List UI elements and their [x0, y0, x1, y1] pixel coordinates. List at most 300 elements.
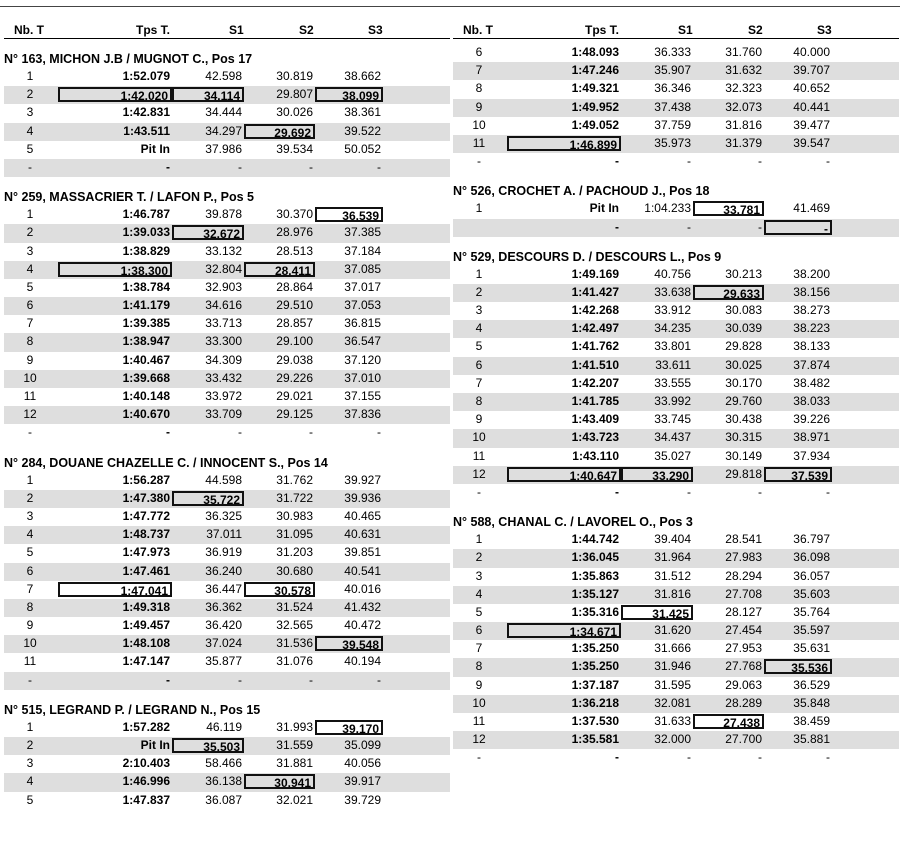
sector-1: 31.595: [654, 677, 691, 692]
lap-time: 1:47.380: [122, 490, 170, 505]
lap-time: 1:48.093: [571, 45, 619, 59]
lap-number: 11: [472, 714, 486, 728]
sector-2: 30.149: [725, 448, 762, 463]
sector-3: 39.547: [793, 135, 830, 150]
sector-3: 38.361: [344, 105, 381, 120]
sector-3: 38.033: [793, 394, 830, 408]
sector-1: 37.024: [205, 636, 242, 651]
sector-1: 33.300: [205, 334, 242, 349]
lap-time: 1:44.742: [571, 532, 619, 547]
sector-1: 33.745: [654, 412, 691, 427]
sector-3: 37.017: [344, 279, 381, 294]
table-row: [4, 141, 450, 159]
sector-2: 29.807: [276, 87, 313, 102]
sector-2: 31.762: [276, 472, 313, 487]
lap-time: -: [166, 672, 170, 687]
table-row: [4, 755, 450, 773]
sector-3: 35.099: [344, 738, 381, 752]
sector-2: 28.513: [276, 243, 313, 258]
lap-number: 10: [23, 370, 37, 385]
sector-3: 36.797: [793, 532, 830, 547]
table-row: [4, 424, 450, 442]
sector-2: 29.760: [725, 394, 762, 408]
table-row: [4, 737, 450, 755]
sector-2: 29.125: [276, 407, 313, 422]
sector-1: 36.362: [205, 599, 242, 614]
sector-1: 33.972: [205, 389, 242, 403]
sector-3: 38.099: [315, 87, 383, 102]
sector-3: 35.848: [793, 695, 830, 710]
table-row: [4, 508, 450, 526]
header-lap: Nb. T: [463, 23, 493, 37]
sector-1: 35.027: [654, 448, 691, 463]
sector-2: 31.632: [725, 63, 762, 78]
sector-1: 31.816: [654, 586, 691, 601]
sector-2: 29.818: [725, 466, 762, 481]
lap-time: 1:38.300: [58, 262, 172, 277]
table-row: [453, 62, 899, 80]
lap-number: 7: [475, 63, 483, 78]
sector-3: 40.472: [344, 618, 381, 633]
table-row: [453, 338, 899, 356]
lap-number: 4: [26, 527, 34, 542]
lap-time: 1:41.427: [571, 284, 619, 299]
lap-number: 8: [475, 659, 483, 674]
lap-time: -: [166, 159, 170, 174]
lap-time: 1:34.671: [507, 623, 621, 638]
sector-2: 30.438: [725, 412, 762, 427]
lap-number: 5: [26, 545, 34, 560]
table-row: [453, 484, 899, 502]
sector-2: 30.025: [725, 357, 762, 372]
sector-1: 34.235: [654, 321, 691, 336]
sector-1: 34.114: [172, 87, 244, 102]
section: [4, 189, 450, 442]
lap-number: 11: [472, 448, 486, 463]
sector-1: 36.447: [205, 581, 242, 596]
lap-number: -: [28, 425, 32, 440]
table-row: [4, 635, 450, 653]
sector-1: -: [687, 750, 691, 765]
table-row: [453, 677, 899, 695]
table-row: [4, 206, 450, 224]
sector-1: -: [687, 154, 691, 169]
sector-3: 41.432: [344, 599, 381, 614]
table-row: [453, 302, 899, 320]
sector-1: 33.713: [205, 316, 242, 331]
sector-2: 28.976: [276, 225, 313, 240]
sector-2: 30.315: [725, 430, 762, 445]
table-row: [453, 200, 899, 218]
left-column: [4, 22, 450, 810]
sector-1: 31.946: [654, 659, 691, 674]
sector-1: 36.346: [654, 81, 691, 96]
sector-3: -: [826, 154, 830, 169]
sector-3: 40.631: [344, 527, 381, 542]
sector-1: 34.309: [205, 352, 242, 367]
sector-2: 29.633: [693, 285, 764, 300]
lap-time: 1:47.041: [58, 582, 172, 597]
table-row: [4, 159, 450, 177]
lap-number: 4: [26, 261, 34, 276]
header-s2: S2: [748, 23, 763, 37]
lap-number: 12: [23, 407, 37, 422]
lap-number: -: [28, 159, 32, 174]
sector-3: 37.053: [344, 298, 381, 313]
sector-1: 34.437: [654, 430, 691, 445]
lap-time: 1:40.467: [122, 352, 170, 367]
sector-1: 33.638: [654, 284, 691, 299]
header-s3: S3: [817, 23, 832, 37]
lap-number: 5: [26, 279, 34, 294]
sector-2: 27.708: [725, 586, 762, 601]
lap-time: 1:40.148: [122, 389, 170, 403]
lap-time: 1:47.461: [122, 563, 170, 578]
sector-2: 29.021: [276, 389, 313, 403]
sector-1: 58.466: [205, 756, 242, 771]
lap-time: 1:48.737: [122, 527, 170, 542]
sector-2: 28.294: [725, 568, 762, 583]
lap-time: 1:47.973: [122, 545, 170, 560]
table-row: [453, 531, 899, 549]
sector-1: 33.912: [654, 303, 691, 318]
sector-2: 32.565: [276, 618, 313, 633]
lap-number: 5: [475, 339, 483, 354]
table-row: [4, 104, 450, 122]
sector-3: 36.815: [344, 316, 381, 331]
sector-3: 38.273: [793, 303, 830, 318]
sector-2: 27.700: [725, 732, 762, 747]
lap-time: 1:41.179: [122, 298, 170, 313]
lap-time: 1:41.762: [571, 339, 619, 354]
lap-time: 1:48.108: [122, 636, 170, 651]
lap-number: 2: [475, 550, 483, 565]
table-row: [453, 604, 899, 622]
table-row: [4, 773, 450, 791]
lap-number: 7: [26, 581, 34, 596]
sector-2: 29.510: [276, 298, 313, 313]
lap-time: 1:40.670: [122, 407, 170, 422]
table-row: [453, 695, 899, 713]
sector-1: 44.598: [205, 472, 242, 487]
sector-3: 39.522: [344, 123, 381, 138]
sector-3: -: [826, 484, 830, 499]
lap-time: 1:39.668: [122, 370, 170, 385]
table-row: [4, 352, 450, 370]
header-time: Tps T.: [585, 23, 620, 37]
sector-1: 36.325: [205, 508, 242, 523]
sector-2: 28.857: [276, 316, 313, 331]
sector-1: 39.878: [205, 207, 242, 222]
table-row: [4, 490, 450, 508]
table-row: [4, 792, 450, 810]
lap-time: 1:52.079: [122, 69, 170, 83]
table-row: [453, 44, 899, 62]
lap-time: 1:35.863: [571, 568, 619, 583]
table-row: [4, 653, 450, 671]
lap-time: 1:35.250: [571, 641, 619, 656]
lap-time: 1:35.581: [571, 732, 619, 747]
lap-time: 1:49.321: [571, 81, 619, 96]
lap-number: 10: [472, 695, 486, 710]
sector-2: 30.680: [276, 563, 313, 578]
sector-2: 31.379: [725, 135, 762, 150]
sector-3: 39.170: [315, 720, 383, 735]
table-row: [453, 284, 899, 302]
sector-1: 36.087: [205, 792, 242, 807]
sector-2: -: [758, 484, 762, 499]
lap-time: 1:47.246: [571, 63, 619, 78]
lap-number: 2: [26, 225, 34, 240]
table-row: [4, 86, 450, 104]
sector-2: 29.038: [276, 352, 313, 367]
header-s2: S2: [299, 23, 314, 37]
sector-2: 27.983: [725, 550, 762, 565]
section: [453, 514, 899, 767]
table-row: [453, 80, 899, 98]
sector-2: 29.226: [276, 370, 313, 385]
right-column: [453, 22, 899, 768]
lap-number: 11: [23, 389, 37, 403]
sector-1: 37.011: [206, 527, 242, 542]
sector-1: 35.877: [205, 654, 242, 669]
lap-number: -: [477, 484, 481, 499]
lap-time: 1:36.045: [571, 550, 619, 565]
sector-3: 38.156: [793, 284, 830, 299]
lap-time: 1:35.250: [571, 659, 619, 674]
sector-2: 30.039: [725, 321, 762, 336]
sector-3: 38.459: [793, 714, 830, 728]
sector-1: 33.611: [655, 357, 691, 372]
section-title: N° 515, LEGRAND P. / LEGRAND N., Pos 15: [4, 702, 261, 717]
lap-time: 1:49.169: [571, 266, 619, 281]
sector-1: 33.992: [654, 394, 691, 408]
sector-2: 30.170: [725, 375, 762, 390]
table-row: [453, 411, 899, 429]
sector-2: 27.953: [725, 641, 762, 656]
sector-2: 31.203: [276, 545, 313, 560]
sector-1: 31.425: [621, 605, 693, 620]
section-title: N° 284, DOUANE CHAZELLE C. / INNOCENT S., Pos 14: [4, 455, 328, 470]
sector-3: 35.603: [793, 586, 830, 601]
lap-number: 1: [26, 207, 34, 222]
table-row: [4, 581, 450, 599]
lap-number: 1: [26, 69, 34, 83]
sector-1: 35.973: [654, 135, 691, 150]
lap-number: -: [28, 672, 32, 687]
lap-number: 10: [472, 430, 486, 445]
table-row: [453, 429, 899, 447]
lap-time: 1:41.785: [571, 394, 619, 408]
sector-1: 36.240: [205, 563, 242, 578]
table-row: [453, 117, 899, 135]
lap-number: 9: [475, 677, 483, 692]
lap-number: 3: [26, 508, 34, 523]
section-title: N° 588, CHANAL C. / LAVOREL O., Pos 3: [453, 515, 693, 530]
sector-1: 33.432: [205, 370, 242, 385]
lap-number: 7: [26, 316, 34, 331]
table-row: [453, 219, 899, 237]
lap-time: 1:49.318: [122, 599, 170, 614]
sector-1: 33.132: [205, 243, 242, 258]
lap-number: 3: [475, 568, 483, 583]
sector-2: 31.559: [276, 738, 313, 752]
lap-number: 3: [26, 756, 34, 771]
lap-number: 10: [23, 636, 37, 651]
sector-3: 37.085: [344, 261, 381, 276]
sector-1: 32.903: [205, 279, 242, 294]
table-row: [453, 266, 899, 284]
lap-number: 5: [475, 604, 483, 619]
sector-1: 33.555: [654, 375, 691, 390]
header-s1: S1: [678, 23, 693, 37]
sector-1: 33.801: [654, 339, 691, 354]
table-row: [4, 599, 450, 617]
table-row: [453, 549, 899, 567]
sector-3: 35.764: [793, 604, 830, 619]
lap-number: 12: [472, 732, 486, 747]
header-time: Tps T.: [136, 23, 171, 37]
sector-3: 39.548: [315, 636, 383, 651]
sector-2: 32.021: [276, 792, 313, 807]
lap-time: 1:35.127: [571, 586, 619, 601]
sector-2: -: [758, 219, 762, 234]
header-s1: S1: [229, 23, 244, 37]
sector-1: 34.616: [205, 298, 242, 313]
lap-number: 9: [26, 352, 34, 367]
table-row: [453, 568, 899, 586]
sector-1: 39.404: [654, 532, 691, 547]
sector-2: 30.983: [276, 508, 313, 523]
sector-3: 39.226: [793, 412, 830, 427]
table-row: [453, 153, 899, 171]
lap-time: Pit In: [140, 738, 170, 752]
lap-time: 1:38.784: [122, 279, 170, 294]
sector-1: 35.722: [172, 491, 244, 506]
sector-1: 1:04.233: [644, 201, 691, 216]
lap-time: 1:38.829: [122, 243, 170, 258]
lap-time: 1:41.510: [571, 357, 619, 372]
table-row: [453, 99, 899, 117]
sector-1: 32.081: [654, 695, 691, 710]
sector-2: 31.993: [276, 719, 313, 734]
lap-number: 12: [472, 466, 486, 481]
sector-3: 40.441: [793, 99, 830, 114]
sector-1: 31.964: [654, 550, 691, 565]
lap-number: 6: [26, 298, 34, 313]
table-row: [4, 719, 450, 737]
sector-3: -: [377, 425, 381, 440]
lap-number: 7: [475, 641, 483, 656]
sector-2: 30.213: [725, 266, 762, 281]
sector-1: 31.620: [654, 623, 691, 638]
table-row: [4, 243, 450, 261]
section-title: N° 526, CROCHET A. / PACHOUD J., Pos 18: [453, 184, 710, 199]
sector-3: 39.729: [344, 792, 381, 807]
lap-number: 7: [475, 375, 483, 390]
sector-3: 37.010: [344, 370, 381, 385]
table-row: [4, 406, 450, 424]
sector-1: 33.290: [621, 467, 693, 482]
sector-2: 27.768: [725, 659, 762, 674]
lap-number: 8: [475, 81, 483, 96]
sector-3: 39.851: [344, 545, 381, 560]
sector-3: 35.631: [793, 641, 830, 656]
sector-2: 28.541: [725, 532, 762, 547]
sector-2: 31.760: [725, 45, 762, 59]
sector-1: 33.709: [205, 407, 242, 422]
sector-2: 30.026: [276, 105, 313, 120]
sector-3: 36.539: [315, 207, 383, 222]
lap-number: 6: [475, 45, 483, 59]
sector-3: 38.223: [793, 321, 830, 336]
lap-number: 10: [472, 117, 486, 132]
sector-3: 37.155: [344, 389, 381, 403]
lap-number: 4: [26, 774, 34, 789]
column-header: [4, 22, 450, 39]
sector-2: 29.692: [244, 124, 315, 139]
sector-1: -: [687, 219, 691, 234]
sector-2: 30.370: [276, 207, 313, 222]
lap-time: 1:38.947: [122, 334, 170, 349]
table-row: [4, 224, 450, 242]
lap-number: 1: [475, 201, 483, 216]
section-title: N° 163, MICHON J.B / MUGNOT C., Pos 17: [4, 52, 253, 66]
section: [453, 183, 899, 236]
table-row: [453, 135, 899, 153]
table-row: [453, 448, 899, 466]
header-lap: Nb. T: [14, 23, 44, 37]
table-row: [4, 563, 450, 581]
lap-time: 1:42.831: [122, 105, 170, 120]
lap-time: 1:42.207: [571, 375, 619, 390]
table-row: [4, 617, 450, 635]
lap-time: 1:46.787: [122, 207, 170, 222]
sector-1: -: [238, 425, 242, 440]
sector-3: 35.536: [764, 659, 832, 674]
lap-time: 1:37.530: [571, 714, 619, 728]
sector-3: 39.707: [793, 63, 830, 78]
table-row: [4, 68, 450, 86]
sector-3: 40.000: [793, 45, 830, 59]
sector-1: 35.503: [172, 738, 244, 753]
lap-number: 1: [26, 472, 34, 487]
table-row: [4, 672, 450, 690]
sector-2: 29.063: [725, 677, 762, 692]
sector-3: 37.934: [793, 448, 830, 463]
lap-time: 2:10.403: [122, 756, 170, 771]
sector-3: 40.652: [793, 81, 830, 96]
sector-2: 28.864: [276, 279, 313, 294]
sector-1: 32.000: [654, 732, 691, 747]
sector-1: 42.598: [205, 69, 242, 83]
lap-time: 1:47.147: [122, 654, 170, 669]
sector-3: 40.541: [344, 563, 381, 578]
lap-number: 4: [475, 321, 483, 336]
sector-3: 38.200: [793, 266, 830, 281]
sector-3: 40.016: [344, 581, 381, 596]
sector-1: 31.666: [654, 641, 691, 656]
lap-number: 9: [475, 99, 483, 114]
lap-time: 1:49.052: [571, 117, 619, 132]
lap-number: 2: [26, 490, 34, 505]
sector-3: 38.971: [793, 430, 830, 445]
continued-section: [453, 44, 899, 171]
sector-3: 36.098: [793, 550, 830, 565]
sector-1: 32.804: [205, 261, 242, 276]
sector-1: 34.297: [205, 123, 242, 138]
table-row: [4, 279, 450, 297]
